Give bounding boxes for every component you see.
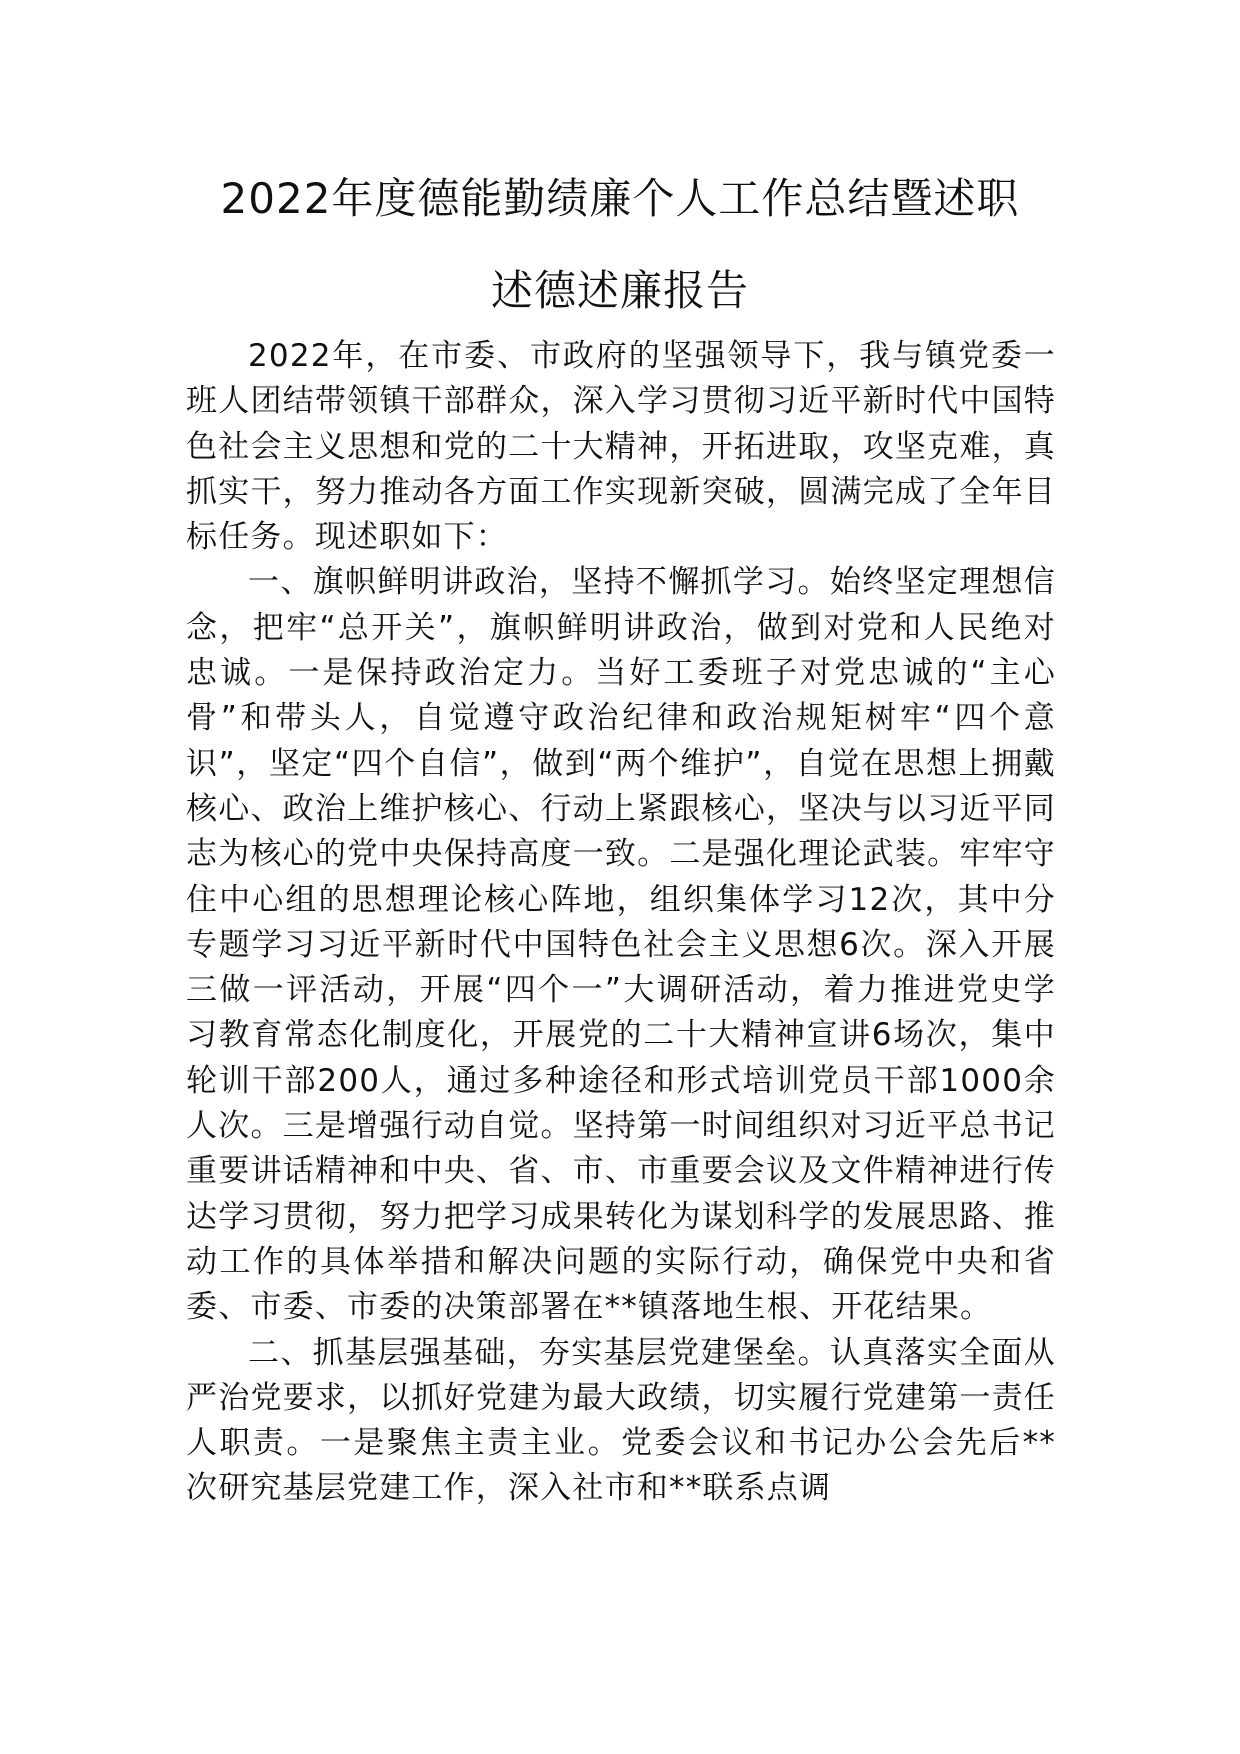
document-body [186,334,1056,1512]
document-title-line-1: 2022年度德能勤绩廉个人工作总结暨述职 [220,174,1020,223]
paragraph-section-2: 二、抓基层强基础，夯实基层党建堡垒。认真落实全面从严治党要求，以抓好党建为最大政绩，切实履行党建第一责任人职责。一是聚焦主责主业。党委会议和书记办公会先后**次研究基层党建工作，深入社市和**联系点调 [186,1334,1056,1507]
paragraph-section-1: 一、旗帜鲜明讲政治，坚持不懈抓学习。始终坚定理想信念，把牢“总开关”，旗帜鲜明讲政治，做到对党和人民绝对忠诚。一是保持政治定力。当好工委班子对党忠诚的“主心骨”和带头人，自觉遵守政治纪律和政治规矩树牢“四个意识”，坚定“四个自信”，做到“两个维护”，自觉在思想上拥戴核心、政治上维护核心、行动上紧跟核心，坚决与以习近平同志为核心的党中央保持高度一致。二是强化理论武装。牢牢守住中心组的思想理论核心阵地，组织集体学习12次，其中分专题学习习近平新时代中国特色社会主义思想6次。深入开展三做一评活动，开展“四个一”大调研活动，着力推进党史学习教育常态化制度化，开展党的二十大精神宣讲6场次，集中轮训干部200人，通过多种途径和形式培训党员干部1000余人次。三是增强行动自觉。坚持第一时间组织对习近平总书记重要讲话精神和中央、省、市、市重要会议及文件精神进行传达学习贯彻，努力把学习成果转化为谋划科学的发展思路、推动工作的具体举措和解决问题的实际行动，确保党中央和省委、市委、市委的决策部署在**镇落地生根、开花结果。 [186,564,1056,1326]
paragraph-intro: 2022年，在市委、市政府的坚强领导下，我与镇党委一班人团结带领镇干部群众，深入学习贯彻习近平新时代中国特色社会主义思想和党的二十大精神，开拓进取，攻坚克难，真抓实干，努力推动各方面工作实现新突破，圆满完成了全年目标任务。现述职如下： [186,338,1056,556]
document-title-line-2: 述德述廉报告 [490,266,749,315]
